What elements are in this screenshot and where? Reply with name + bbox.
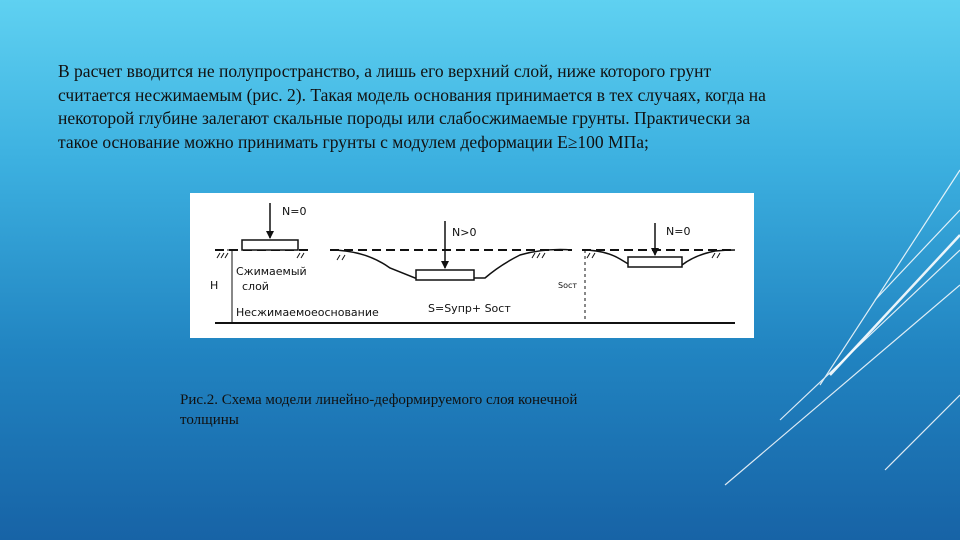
soil-hatch-left [217, 253, 304, 258]
compressible-layer-label-1: Сжимаемый [236, 265, 307, 278]
foundation-left [242, 240, 298, 250]
body-paragraph [58, 60, 888, 154]
load-label-middle: N>0 [452, 226, 477, 239]
paragraph-line: некоторой глубине залегают скальные породы или слабосжимаемые грунты. Практически за [58, 108, 751, 128]
incompressible-base-label: Несжимаемоеоснование [236, 306, 379, 319]
residual-settlement-label: Sост [558, 281, 578, 290]
foundation-middle [416, 270, 474, 280]
arrowhead-right [651, 248, 659, 256]
paragraph-line: такое основание можно принимать грунты с модулем деформации Е≥100 МПа; [58, 131, 649, 152]
h-label: H [210, 279, 219, 292]
foundation-right [628, 257, 682, 267]
paragraph-line: В расчет вводится не полупространство, а лишь его верхний слой, ниже которого грунт [58, 61, 712, 81]
soil-model-diagram [190, 193, 754, 338]
paragraph-line: считается несжимаемым (рис. 2). Такая модель основания принимается в тех случаях, когда на [58, 84, 766, 105]
arrowhead-middle [441, 261, 449, 269]
arrowhead-left [266, 231, 274, 239]
figure-caption [180, 390, 700, 430]
figure-diagram [190, 193, 754, 338]
settlement-formula: S=Sупр+ Sост [428, 302, 511, 315]
load-label-right: N=0 [666, 225, 691, 238]
caption-line: Рис.2. Схема модели линейно-деформируемого слоя конечной [180, 392, 578, 408]
load-label-left: N=0 [282, 205, 307, 218]
caption-line: толщины [180, 412, 239, 428]
compressible-layer-label-2: слой [242, 280, 269, 293]
